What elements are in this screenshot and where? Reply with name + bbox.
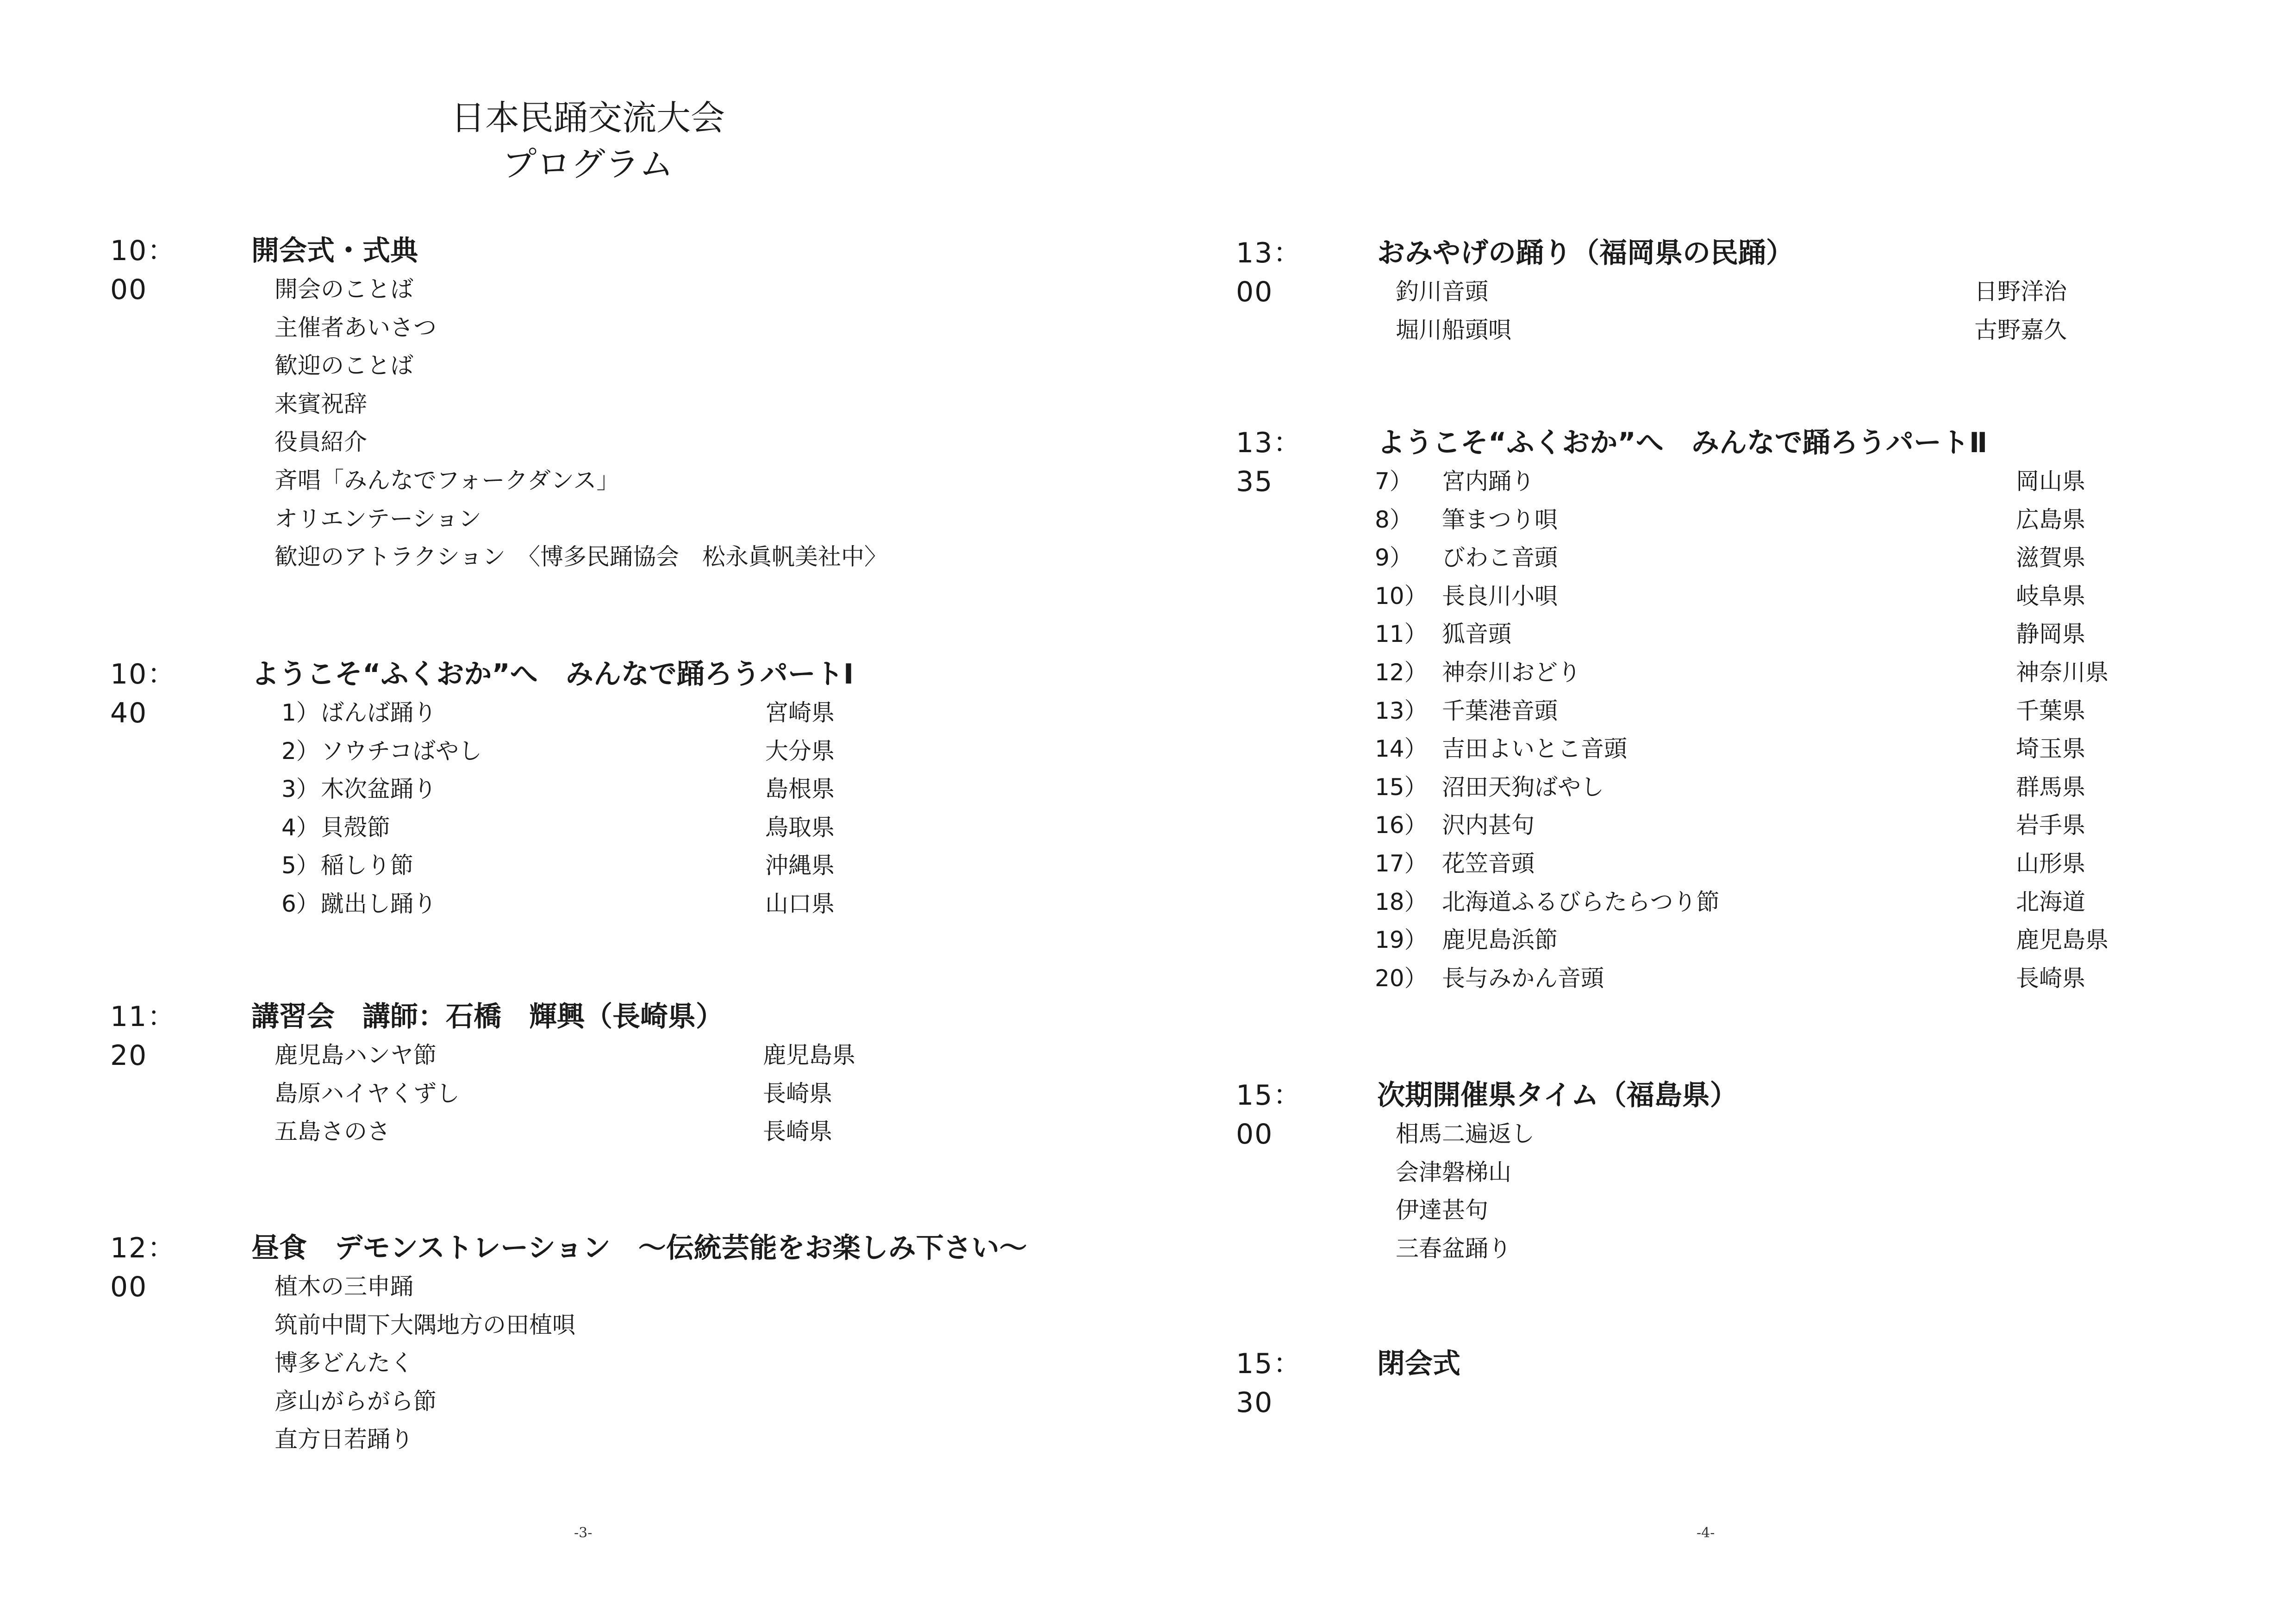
item-prefecture: 日野洋治 — [1974, 278, 2067, 305]
item-prefecture: 千葉県 — [2016, 697, 2085, 724]
item-prefecture: 鹿児島県 — [763, 1042, 855, 1069]
item-number: 19） — [1375, 927, 1428, 954]
item-number: 7） — [1375, 468, 1413, 495]
item-number: 13） — [1375, 697, 1428, 724]
item-name: ソウチコばやし — [321, 737, 482, 765]
program-subtitle: プログラム — [502, 144, 674, 184]
section-title: おみやげの踊り（福岡県の民踊） — [1377, 237, 1794, 269]
item-name: 彦山がらがら節 — [275, 1387, 437, 1415]
item-name: 博多どんたく — [275, 1349, 413, 1377]
item-number: 17） — [1375, 850, 1428, 877]
item-name: 堀川船頭唄 — [1396, 316, 1511, 343]
item-name: 筆まつり唄 — [1442, 506, 1558, 533]
section-title: 講習会 講師：石橋 輝興（長崎県） — [251, 1001, 724, 1033]
item-prefecture: 山形県 — [2016, 850, 2085, 877]
section-title: 閉会式 — [1377, 1348, 1460, 1380]
item-number: 1） — [281, 699, 319, 726]
item-name: 神奈川おどり — [1442, 659, 1581, 686]
item-prefecture: 鹿児島県 — [2016, 927, 2109, 954]
right-page — [1148, 0, 2296, 1623]
item-name: 役員紹介 — [275, 429, 367, 456]
section-title: 昼食 デモンストレーション ～伝統芸能をお楽しみ下さい～ — [251, 1232, 1027, 1264]
item-prefecture: 山口県 — [765, 890, 835, 917]
item-number: 14） — [1375, 735, 1428, 763]
item-prefecture: 岩手県 — [2016, 812, 2085, 839]
item-name: 筑前中間下大隅地方の田植唄 — [275, 1311, 575, 1338]
item-number: 2） — [281, 737, 319, 765]
item-name: 開会のことば — [275, 276, 413, 303]
item-name: 長与みかん音頭 — [1442, 964, 1604, 992]
item-name: 稲しり節 — [321, 852, 413, 879]
item-prefecture: 長崎県 — [2016, 964, 2085, 992]
item-number: 9） — [1375, 544, 1413, 572]
item-number: 8） — [1375, 506, 1413, 533]
item-number: 18） — [1375, 888, 1428, 915]
section-time: 15：30 — [1236, 1348, 1302, 1419]
item-prefecture: 古野嘉久 — [1974, 316, 2067, 343]
item-number: 16） — [1375, 812, 1428, 839]
page-number: -3- — [574, 1525, 593, 1541]
section-time: 10：40 — [110, 658, 176, 729]
item-name: 木次盆踊り — [321, 776, 437, 803]
item-name: 伊達甚句 — [1396, 1197, 1488, 1224]
item-prefecture: 島根県 — [765, 776, 835, 803]
item-prefecture: 静岡県 — [2016, 621, 2085, 648]
item-name: 狐音頭 — [1442, 621, 1511, 648]
item-prefecture: 岡山県 — [2016, 468, 2085, 495]
section-time: 10：00 — [110, 235, 176, 306]
item-name: 相馬二遍返し — [1396, 1120, 1535, 1147]
item-prefecture: 長崎県 — [763, 1080, 832, 1107]
item-name: 斉唱「みんなでフォークダンス」 — [275, 466, 620, 494]
item-name: 来賓祝辞 — [275, 390, 367, 417]
item-prefecture: 滋賀県 — [2016, 544, 2085, 572]
item-prefecture: 鳥取県 — [765, 814, 835, 841]
item-name: 直方日若踊り — [275, 1426, 413, 1453]
program-title: 日本民踊交流大会 — [451, 98, 725, 138]
item-name: 宮内踊り — [1442, 468, 1535, 495]
item-name: ばんば踊り — [321, 699, 437, 726]
item-prefecture: 北海道 — [2016, 888, 2085, 915]
item-name: 歓迎のことば — [275, 352, 413, 379]
item-name: 花笠音頭 — [1442, 850, 1535, 877]
section-title: 開会式・式典 — [251, 235, 418, 267]
section-time: 11：20 — [110, 1001, 176, 1072]
item-name: 歓迎のアトラクション 〈博多民踊協会 松永眞帆美社中〉 — [275, 543, 887, 571]
item-number: 10） — [1375, 582, 1428, 609]
item-prefecture: 埼玉県 — [2016, 735, 2085, 763]
item-number: 15） — [1375, 773, 1428, 801]
item-name: 釣川音頭 — [1396, 278, 1488, 305]
item-name: 植木の三申踊 — [275, 1273, 413, 1300]
section-time: 13：00 — [1236, 237, 1302, 308]
item-name: びわこ音頭 — [1442, 544, 1558, 572]
section-title: ようこそ“ふくおか”へ みんなで踊ろうパートⅡ — [1377, 427, 1988, 459]
item-name: 蹴出し踊り — [321, 890, 437, 917]
item-number: 4） — [281, 814, 319, 841]
item-prefecture: 岐阜県 — [2016, 582, 2085, 609]
item-number: 11） — [1375, 621, 1428, 648]
section-time: 15：00 — [1236, 1079, 1302, 1150]
item-name: 沢内甚句 — [1442, 812, 1535, 839]
item-name: 鹿児島ハンヤ節 — [275, 1042, 437, 1069]
item-name: 島原ハイヤくずし — [275, 1080, 460, 1107]
item-name: 五島さのさ — [275, 1118, 390, 1145]
item-prefecture: 広島県 — [2016, 506, 2085, 533]
item-name: 沼田天狗ばやし — [1442, 773, 1604, 801]
item-prefecture: 群馬県 — [2016, 773, 2085, 801]
item-prefecture: 宮崎県 — [765, 699, 835, 726]
item-name: 会津磐梯山 — [1396, 1158, 1511, 1186]
item-name: 鹿児島浜節 — [1442, 927, 1558, 954]
section-title: 次期開催県タイム（福島県） — [1377, 1079, 1738, 1112]
item-prefecture: 長崎県 — [763, 1118, 832, 1145]
item-name: 主催者あいさつ — [275, 314, 437, 341]
item-name: 貝殻節 — [321, 814, 390, 841]
item-name: 三春盆踊り — [1396, 1235, 1511, 1262]
item-number: 20） — [1375, 964, 1428, 992]
item-number: 5） — [281, 852, 319, 879]
section-time: 13：35 — [1236, 427, 1302, 498]
item-number: 3） — [281, 776, 319, 803]
item-prefecture: 沖縄県 — [765, 852, 835, 879]
item-prefecture: 神奈川県 — [2016, 659, 2109, 686]
item-name: 吉田よいとこ音頭 — [1442, 735, 1627, 763]
section-time: 12：00 — [110, 1232, 176, 1303]
item-prefecture: 大分県 — [765, 737, 835, 765]
item-name: 長良川小唄 — [1442, 582, 1558, 609]
item-name: 千葉港音頭 — [1442, 697, 1558, 724]
page-number: -4- — [1697, 1525, 1715, 1541]
item-name: オリエンテーション — [275, 505, 481, 532]
item-number: 6） — [281, 890, 319, 917]
item-name: 北海道ふるびらたらつり節 — [1442, 888, 1720, 915]
section-title: ようこそ“ふくおか”へ みんなで踊ろうパートⅠ — [251, 658, 854, 690]
item-number: 12） — [1375, 659, 1428, 686]
